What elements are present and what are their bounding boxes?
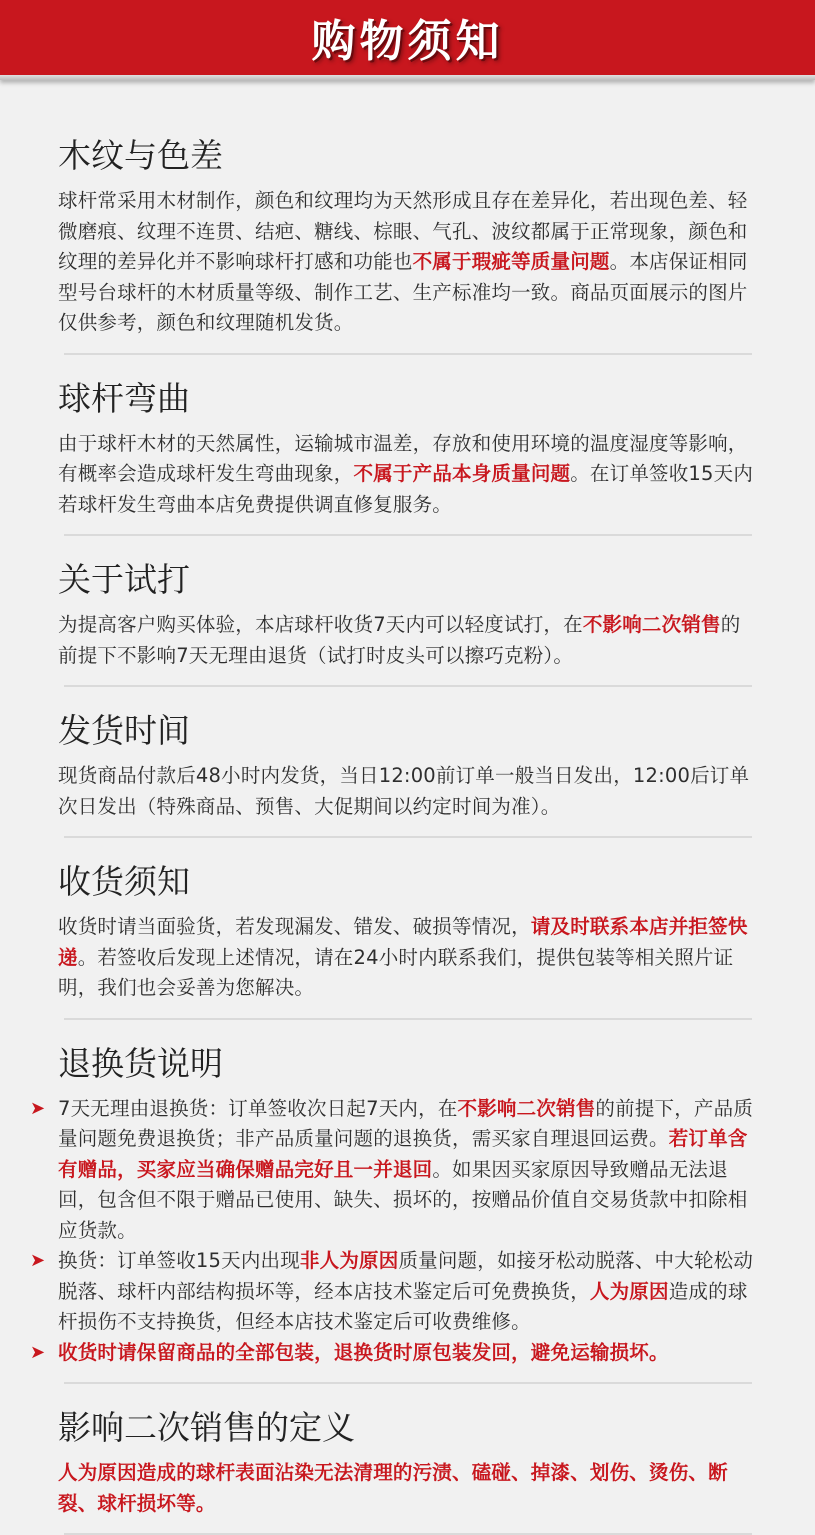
section-wood-grain — [58, 136, 755, 339]
notice-content — [0, 80, 815, 1535]
text-segment: 。如果因买家原因导致赠品无法退回，包含但不限于赠品已使用、缺失、损坏的，按赠品价值自交易货款中扣除相应货款。 — [58, 1157, 748, 1242]
highlight-text: 人为原因 — [589, 1279, 669, 1303]
list-item — [30, 1338, 755, 1369]
section-title: 球杆弯曲 — [58, 378, 190, 418]
highlight-text: 不影响二次销售 — [457, 1096, 596, 1120]
section-title: 关于试打 — [58, 560, 190, 599]
text-segment: 。本店保证相同型号台球杆的木材质量等级、制作工艺、生产标准均一致。商品页面展示的图片仅供参考，颜色和纹理随机发货。 — [58, 250, 748, 334]
list-item — [30, 1246, 755, 1338]
list-item — [30, 1094, 755, 1247]
highlight-text: 不影响二次销售 — [582, 613, 721, 636]
text-segment: 7天无理由退换货：订单签收次日起7天内，在 — [58, 1096, 458, 1120]
section-title: 影响二次销售的定义 — [58, 1408, 355, 1447]
arrow-icon: ➤ — [30, 1250, 46, 1271]
divider — [64, 1382, 752, 1384]
highlight-text: 不属于瑕疵等质量问题 — [412, 250, 610, 273]
text-segment: 的前提下，产品质量问题免费退换货；非产品质量问题的退换货，需买家自理退回运费。 — [58, 1096, 754, 1150]
divider — [64, 1018, 752, 1020]
text-segment: 。若签收后发现上述情况，请在24小时内联系我们，提供包装等相关照片证明，我们也会妥善为您解决。 — [58, 945, 734, 999]
section-shipping — [58, 711, 755, 822]
arrow-icon: ➤ — [30, 1097, 46, 1119]
section-trial — [58, 560, 755, 671]
header-banner — [0, 0, 815, 80]
divider — [64, 685, 752, 687]
text-segment: 球杆常采用木材制作，颜色和纹理均为天然形成且存在差异化，若出现色差、轻微磨痕、纹理不连贯、结疤、糖线、棕眼、气孔、波纹都属于正常现象，颜色和纹理的差异化并不影响球杆打感和功能也 — [58, 189, 748, 273]
text-segment: 。在订单签收15天内若球杆发生弯曲本店免费提供调直修复服务。 — [58, 462, 754, 516]
highlight-text: 若订单含有赠品，买家应当确保赠品完好且一并退回 — [58, 1127, 748, 1181]
section-title: 发货时间 — [58, 711, 190, 750]
text-segment: 质量问题，如接牙松动脱落、中大轮松动脱落、球杆内部结构损坏等，经本店技术鉴定后可免费换货， — [58, 1249, 754, 1303]
text-segment: 造成的球杆损伤不支持换货，但经本店技术鉴定后可收费维修。 — [58, 1279, 748, 1333]
text-segment: 为提高客户购买体验，本店球杆收货7天内可以轻度试打，在 — [58, 613, 583, 636]
divider — [64, 353, 752, 355]
highlight-text: 不属于产品本身质量问题 — [353, 462, 571, 485]
section-text: 现货商品付款后48小时内发货，当日12:00前订单一般当日发出，12:00后订单次日发出（特殊商品、预售、大促期间以约定时间为准）。 — [58, 764, 750, 818]
section-returns — [30, 1043, 755, 1369]
highlight-text: 收货时请保留商品的全部包装，退换货时原包装发回，避免运输损坏。 — [58, 1340, 669, 1364]
divider — [64, 836, 752, 838]
highlight-text: 非人为原因 — [299, 1249, 399, 1272]
section-text: 人为原因造成的球杆表面沾染无法清理的污渍、磕碰、掉漆、划伤、烫伤、断裂、球杆损坏等。 — [58, 1461, 728, 1515]
divider — [64, 534, 752, 536]
section-text — [58, 186, 755, 339]
returns-list — [30, 1094, 755, 1369]
section-receiving — [58, 862, 755, 1004]
section-text — [58, 912, 755, 1004]
section-text — [58, 429, 755, 521]
page-title: 购物须知 — [311, 16, 504, 67]
text-segment: 换货：订单签收15天内出现 — [58, 1249, 300, 1272]
section-title: 木纹与色差 — [58, 136, 223, 175]
section-title: 退换货说明 — [58, 1043, 223, 1083]
section-cue-bend — [58, 379, 755, 521]
section-text — [58, 610, 755, 671]
section-secondary-sale-definition — [58, 1408, 755, 1519]
text-segment: 的前提下不影响7天无理由退货（试打时皮头可以擦巧克粉）。 — [58, 613, 741, 667]
highlight-text: 请及时联系本店并拒签快递 — [58, 915, 748, 969]
text-segment: 由于球杆木材的天然属性，运输城市温差，存放和使用环境的温度湿度等影响，有概率会造成球杆发生弯曲现象， — [58, 431, 748, 485]
arrow-icon: ➤ — [30, 1341, 46, 1363]
section-title: 收货须知 — [58, 862, 190, 901]
text-segment: 收货时请当面验货，若发现漏发、错发、破损等情况， — [58, 915, 531, 938]
